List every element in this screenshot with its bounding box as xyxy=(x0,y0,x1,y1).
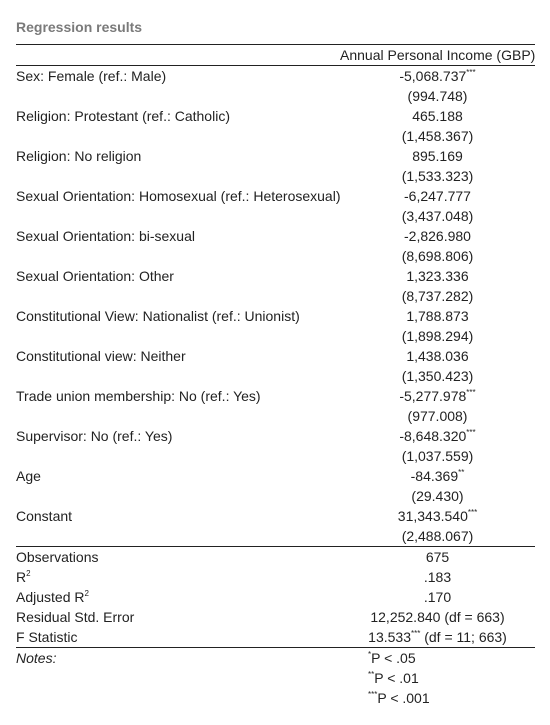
se-row xyxy=(16,526,535,547)
coef-se: (2,488.067) xyxy=(401,528,474,544)
notes-label: Notes: xyxy=(16,648,340,669)
coef-row xyxy=(16,386,535,406)
se-row xyxy=(16,126,535,146)
stat-row-residual-se xyxy=(16,607,535,627)
coef-se: (1,533.323) xyxy=(401,168,474,184)
stat-row-observations xyxy=(16,547,535,568)
coef-label: Sexual Orientation: Homosexual (ref.: Heterosexual) xyxy=(16,188,341,204)
se-row xyxy=(16,366,535,386)
coef-label: Religion: No religion xyxy=(16,148,142,164)
regression-results xyxy=(16,17,535,708)
se-row xyxy=(16,486,535,506)
coef-label: Religion: Protestant (ref.: Catholic) xyxy=(16,108,230,124)
coef-se: (977.008) xyxy=(407,408,468,424)
stat-value: .170 xyxy=(423,589,452,605)
coef-row xyxy=(16,346,535,366)
stat-row-adjusted-r2 xyxy=(16,587,535,607)
coef-estimate: 1,788.873 xyxy=(406,308,469,324)
notes-row xyxy=(16,688,535,708)
stat-row-f-statistic xyxy=(16,627,535,648)
stat-label: Residual Std. Error xyxy=(16,609,135,625)
coefficients-body xyxy=(16,66,535,709)
coef-estimate: -6,247.777 xyxy=(404,188,471,204)
coef-row xyxy=(16,306,535,326)
se-row xyxy=(16,246,535,266)
coef-estimate: 1,438.036 xyxy=(406,348,469,364)
note-item: ***P < .001 xyxy=(368,690,430,706)
coef-se: (1,458.367) xyxy=(401,128,474,144)
coef-se: (1,898.294) xyxy=(401,328,474,344)
stat-label: F Statistic xyxy=(16,629,78,645)
coef-label: Constitutional View: Nationalist (ref.: Unionist) xyxy=(16,308,300,324)
coef-label: Supervisor: No (ref.: Yes) xyxy=(16,428,173,444)
coef-estimate: 31,343.540*** xyxy=(397,508,478,524)
coef-estimate: -5,277.978*** xyxy=(399,388,476,404)
stat-value: .183 xyxy=(423,569,452,585)
coef-label: Age xyxy=(16,468,41,484)
header-empty-cell xyxy=(16,45,340,66)
coef-label: Sex: Female (ref.: Male) xyxy=(16,68,167,84)
coef-estimate: -5,068.737*** xyxy=(399,68,476,84)
se-row xyxy=(16,166,535,186)
coef-label: Constitutional view: Neither xyxy=(16,348,186,364)
se-row xyxy=(16,286,535,306)
se-row xyxy=(16,206,535,226)
regression-table xyxy=(16,44,535,708)
coef-estimate: 895.169 xyxy=(412,148,463,164)
coef-row xyxy=(16,146,535,166)
coef-estimate: -2,826.980 xyxy=(404,228,471,244)
coef-label: Trade union membership: No (ref.: Yes) xyxy=(16,388,261,404)
header-row xyxy=(16,45,535,66)
coef-label: Sexual Orientation: Other xyxy=(16,268,174,284)
significance-stars: *** xyxy=(467,508,478,517)
coef-se: (1,350.423) xyxy=(401,368,474,384)
coef-label: Sexual Orientation: bi-sexual xyxy=(16,228,195,244)
se-row xyxy=(16,326,535,346)
se-row xyxy=(16,86,535,106)
coef-label: Constant xyxy=(16,508,73,524)
table-title: Regression results xyxy=(16,19,143,35)
coef-row xyxy=(16,226,535,246)
significance-stars: *** xyxy=(466,428,476,437)
notes-row xyxy=(16,648,535,669)
stat-row-r2 xyxy=(16,567,535,587)
significance-stars: *** xyxy=(466,388,476,397)
coef-row xyxy=(16,186,535,206)
coef-row xyxy=(16,106,535,126)
coef-row xyxy=(16,506,535,526)
coef-row xyxy=(16,266,535,286)
coef-se: (1,037.559) xyxy=(401,448,474,464)
significance-stars: *** xyxy=(466,68,476,77)
coef-estimate: -84.369** xyxy=(410,468,465,484)
se-row xyxy=(16,406,535,426)
stat-label: Observations xyxy=(16,547,340,568)
note-item: *P < .05 xyxy=(340,648,535,669)
stat-value: 675 xyxy=(340,547,535,568)
coef-se: (8,737.282) xyxy=(401,288,474,304)
coef-row xyxy=(16,466,535,486)
dependent-variable-header: Annual Personal Income (GBP) xyxy=(340,45,535,66)
stat-value: 13.533*** (df = 11; 663) xyxy=(368,629,507,645)
coef-se: (994.748) xyxy=(407,88,468,104)
coef-row xyxy=(16,426,535,446)
coef-estimate: -8,648.320*** xyxy=(399,428,476,444)
note-item: **P < .01 xyxy=(368,670,419,686)
se-row xyxy=(16,446,535,466)
significance-stars: ** xyxy=(458,468,465,477)
coef-se: (8,698.806) xyxy=(401,248,474,264)
stat-label: Adjusted $R^2$ xyxy=(16,589,89,605)
coef-row xyxy=(16,66,535,87)
coef-se: (29.430) xyxy=(411,488,464,504)
coef-estimate: 465.188 xyxy=(412,108,463,124)
significance-stars: *** xyxy=(410,629,421,638)
stat-value: 12,252.840 (df = 663) xyxy=(370,609,505,625)
notes-row xyxy=(16,668,535,688)
coef-estimate: 1,323.336 xyxy=(406,268,469,284)
coef-se: (3,437.048) xyxy=(401,208,474,224)
stat-label: $R^2$ xyxy=(16,569,31,585)
